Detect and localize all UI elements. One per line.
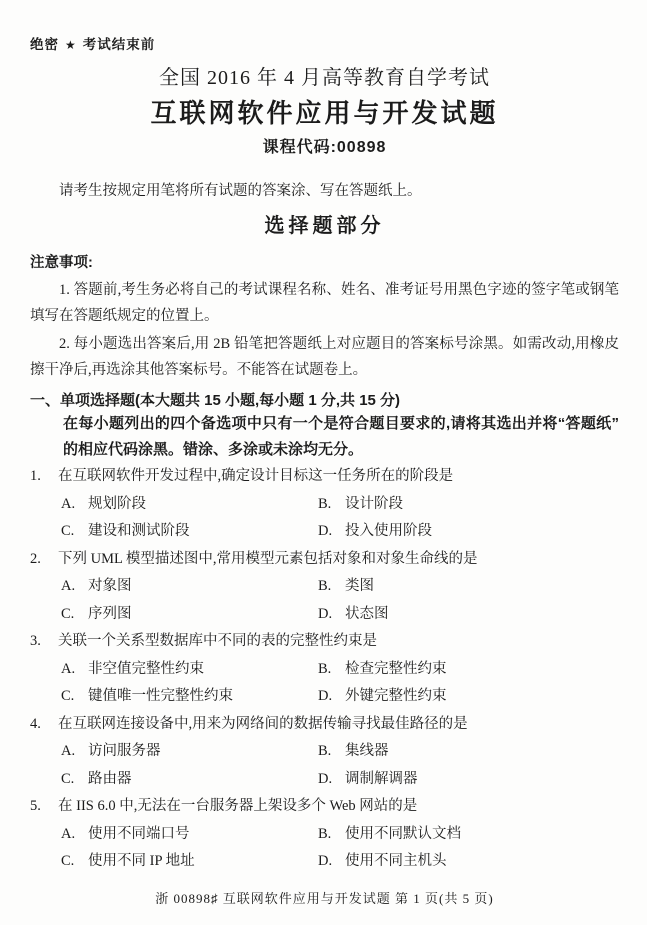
option-text: 访问服务器: [88, 743, 161, 759]
option-b: [318, 738, 619, 766]
option-text: 建设和测试阶段: [88, 523, 190, 539]
exam-session-title: 全国 2016 年 4 月高等教育自学考试: [159, 67, 490, 89]
option-c: [61, 518, 318, 546]
question-number: 1.: [30, 468, 41, 484]
section-title: 选择题部分: [264, 215, 385, 237]
option-letter: B.: [318, 578, 332, 594]
question-stem: [30, 628, 619, 656]
option-c: [61, 766, 318, 794]
option-text: 使用不同 IP 地址: [88, 853, 195, 869]
note-item-1: 1. 答题前,考生务必将自己的考试课程名称、姓名、准考证号用黑色字迹的签字笔或钢笔填写在答题纸规定的位置上。: [30, 282, 619, 324]
option-letter: C.: [61, 770, 75, 787]
question-5: [30, 793, 619, 876]
question-3: [30, 628, 619, 711]
option-c: [61, 601, 318, 629]
question-text: 在互联网软件开发过程中,确定设计目标这一任务所在的阶段是: [58, 468, 454, 484]
option-letter: A.: [61, 495, 76, 512]
option-letter: A.: [61, 578, 76, 594]
option-letter: C.: [61, 853, 75, 869]
option-a: [61, 573, 318, 601]
option-text: 投入使用阶段: [345, 523, 432, 539]
option-text: 类图: [345, 578, 374, 594]
option-letter: B.: [318, 495, 332, 512]
option-letter: C.: [61, 605, 75, 622]
option-a: [61, 821, 318, 849]
question-text: 在互联网连接设备中,用来为网络间的数据传输寻找最佳路径的是: [58, 715, 468, 732]
option-b: [318, 573, 619, 601]
option-text: 使用不同主机头: [345, 853, 447, 869]
option-a: [61, 491, 318, 519]
option-letter: B.: [318, 660, 332, 677]
option-text: 检查完整性约束: [345, 660, 447, 677]
star-icon: ★: [65, 38, 77, 52]
option-text: 设计阶段: [345, 495, 403, 512]
question-list: [30, 463, 619, 876]
option-letter: D.: [318, 688, 333, 704]
question-text: 关联一个关系型数据库中不同的表的完整性约束是: [58, 633, 377, 649]
option-c: [61, 683, 318, 711]
option-letter: D.: [318, 605, 333, 622]
option-letter: A.: [61, 825, 76, 842]
option-group: [30, 821, 619, 876]
page-footer: 浙 00898♯ 互联网软件应用与开发试题 第 1 页(共 5 页): [155, 890, 494, 906]
option-text: 键值唯一性完整性约束: [88, 688, 233, 704]
question-number: 4.: [30, 715, 41, 732]
option-text: 序列图: [88, 605, 132, 622]
option-text: 使用不同默认文档: [345, 825, 461, 842]
option-letter: B.: [318, 825, 332, 842]
option-letter: D.: [318, 770, 333, 787]
option-letter: A.: [61, 660, 76, 677]
option-d: [318, 518, 619, 546]
classification-banner: [30, 36, 619, 54]
notes-heading: 注意事项:: [30, 255, 93, 271]
option-group: [30, 573, 619, 628]
option-letter: C.: [61, 688, 75, 704]
option-letter: B.: [318, 743, 332, 759]
option-text: 状态图: [345, 605, 389, 622]
classification-label: 绝密: [30, 37, 59, 52]
question-number: 2.: [30, 550, 41, 567]
option-d: [318, 601, 619, 629]
question-stem: [30, 793, 619, 821]
option-d: [318, 766, 619, 794]
pen-instruction: 请考生按规定用笔将所有试题的答案涂、写在答题纸上。: [59, 183, 422, 199]
question-text: 在 IIS 6.0 中,无法在一台服务器上架设多个 Web 网站的是: [58, 798, 418, 814]
option-letter: D.: [318, 523, 333, 539]
question-number: 3.: [30, 633, 41, 649]
option-letter: A.: [61, 743, 76, 759]
question-1: [30, 463, 619, 546]
option-group: [30, 491, 619, 546]
note-item-2: 2. 每小题选出答案后,用 2B 铅笔把答题纸上对应题目的答案标号涂黑。如需改动,用橡皮擦干净后,再选涂其他答案标号。不能答在试题卷上。: [30, 336, 619, 378]
exam-subject-title: 互联网软件应用与开发试题: [150, 98, 499, 128]
option-group: [30, 656, 619, 711]
option-d: [318, 848, 619, 876]
option-text: 路由器: [88, 770, 132, 787]
part-instruction: 在每小题列出的四个备选项中只有一个是符合题目要求的,请将其选出并将“答题纸”的相应代码涂黑。错涂、多涂或未涂均无分。: [63, 415, 619, 458]
option-group: [30, 738, 619, 793]
option-text: 集线器: [345, 743, 389, 759]
course-code: 课程代码:00898: [262, 139, 387, 156]
option-a: [61, 656, 318, 684]
option-b: [318, 656, 619, 684]
option-c: [61, 848, 318, 876]
option-letter: C.: [61, 523, 75, 539]
question-stem: [30, 546, 619, 574]
option-text: 外键完整性约束: [345, 688, 447, 704]
classification-note: 考试结束前: [82, 37, 156, 52]
option-b: [318, 821, 619, 849]
question-stem: [30, 711, 619, 739]
option-b: [318, 491, 619, 519]
question-2: [30, 546, 619, 629]
option-text: 规划阶段: [88, 495, 146, 512]
option-letter: D.: [318, 853, 333, 869]
option-d: [318, 683, 619, 711]
question-stem: [30, 463, 619, 491]
question-4: [30, 711, 619, 794]
option-text: 调制解调器: [345, 770, 418, 787]
part-heading: 一、单项选择题(本大题共 15 小题,每小题 1 分,共 15 分): [30, 392, 401, 409]
option-a: [61, 738, 318, 766]
option-text: 非空值完整性约束: [88, 660, 204, 677]
question-text: 下列 UML 模型描述图中,常用模型元素包括对象和对象生命线的是: [58, 550, 478, 567]
option-text: 使用不同端口号: [88, 825, 190, 842]
question-number: 5.: [30, 798, 41, 814]
option-text: 对象图: [88, 578, 132, 594]
